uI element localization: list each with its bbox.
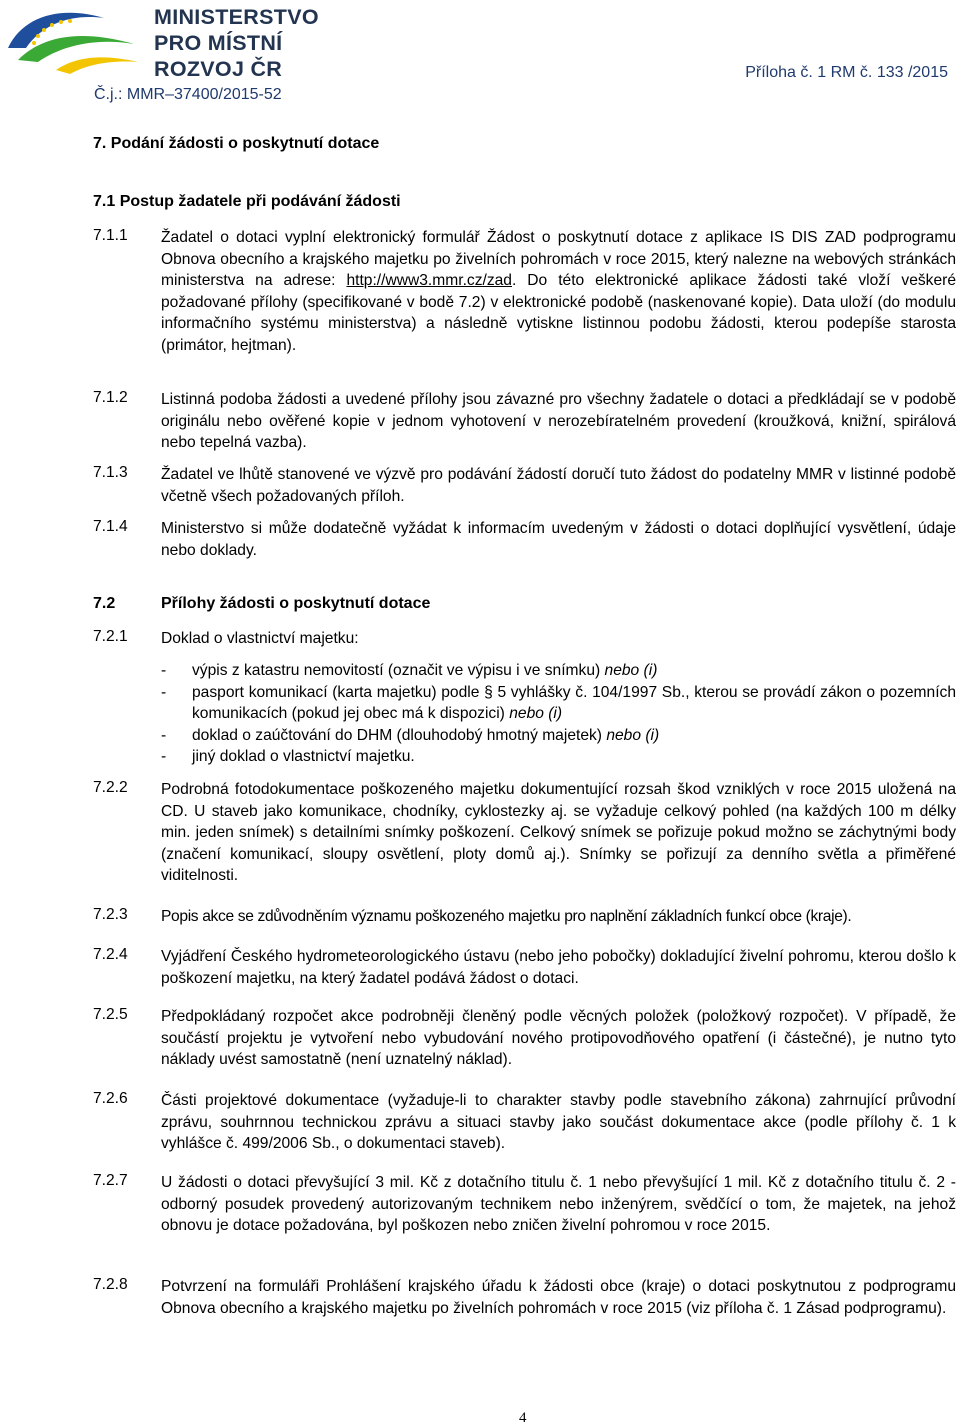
item-number: 7.1.1 (93, 227, 128, 244)
item-number: 7.2.8 (93, 1276, 128, 1293)
item-number: 7.2.5 (93, 1006, 128, 1023)
zad-link[interactable]: http://www3.mmr.cz/zad (346, 272, 512, 289)
list-item: - pasport komunikací (karta majetku) podle § 5 vyhlášky č. 104/1997 Sb., kterou se provádí zákon o pozemních komunikacích (pokud jej obec má k dispozici) nebo (i) (161, 683, 956, 722)
item-number: 7.2.4 (93, 946, 128, 963)
ministry-name (154, 4, 319, 82)
item-7-2-7-text: U žádosti o dotaci převyšující 3 mil. Kč z dotačního titulu č. 1 nebo převyšující 1 mil. Kč z dotačního titulu č. 2 - odborný posudek provedený autorizovaným technikem nebo inženýrem, svědčící o tom, že majetek, na jehož obnovu je dotace požadována, byl poškozen nebo zničen živelní pohromou v roce 2015. (161, 1174, 956, 1234)
section-7-2-number: 7.2 (93, 595, 116, 612)
list-item: - výpis z katastru nemovitostí (označit ve výpisu i ve snímku) nebo (i) (161, 662, 658, 679)
item-7-1-4-text: Ministerstvo si může dodatečně vyžádat k informacím uvedeným v žádosti o dotaci doplňující vysvětlení, údaje nebo doklady. (161, 520, 956, 559)
item-7-2-2-text: Podrobná fotodokumentace poškozeného majetku dokumentující rozsah škod vzniklých v roce 2015 uložená na CD. U staveb jako komunikace, chodníky, cyklostezky aj. se vyžaduje celkový pohled (na každých 100 m délky min. jeden snímek) s detailními snímky poškození. Celkový snímek se pořizuje pokud možno se záchytnými body (značení komunikací, sloupy osvětlení, ploty domů aj.). Snímky se pořizují za denního světla a přiměřené viditelnosti. (161, 781, 956, 884)
item-7-2-3-text: Popis akce se zdůvodněním významu poškozeného majetku pro naplnění základních funkcí obce (kraje). (161, 908, 852, 925)
ownership-documents-list (161, 660, 956, 768)
item-7-1-3-text: Žadatel ve lhůtě stanovené ve výzvě pro podávání žádostí doručí tuto žádost do podatelny MMR v listinné podobě včetně všech požadovaných příloh. (161, 466, 956, 505)
item-number: 7.1.4 (93, 518, 128, 535)
attachment-label: Příloha č. 1 RM č. 133 /2015 (745, 64, 948, 81)
ministry-name-line1: MINISTERSTVO (154, 5, 319, 29)
item-number: 7.2.6 (93, 1090, 128, 1107)
section-7-1-title: 7.1 Postup žadatele při podávání žádosti (93, 193, 401, 210)
list-item: - doklad o zaúčtování do DHM (dlouhodobý hmotný majetek) nebo (i) (161, 726, 660, 744)
item-7-2-1-text: Doklad o vlastnictví majetku: (161, 630, 359, 647)
ministry-logo (4, 4, 344, 81)
section-7-2-title: Přílohy žádosti o poskytnutí dotace (161, 595, 431, 612)
item-7-1-2-text: Listinná podoba žádosti a uvedené přílohy jsou závazné pro všechny žadatele o dotaci a předkládají se v podobě originálu nebo ověřené kopie v jednom vyhotovení v nerozebíratelném provedení (kroužková, knižní, spirálová nebo tepelná vazba). (161, 391, 956, 451)
list-item: - jiný doklad o vlastnictví majetku. (161, 748, 415, 765)
ministry-name-line3: ROZVOJ ČR (154, 57, 283, 81)
ministry-emblem-icon (4, 4, 144, 76)
item-number: 7.2.2 (93, 779, 128, 796)
ministry-name-line2: PRO MÍSTNÍ (154, 31, 283, 55)
page-number: 4 (519, 1410, 527, 1426)
item-7-2-6-text: Části projektové dokumentace (vyžaduje-li to charakter stavby podle stavebního zákona) zahrnující průvodní zprávu, souhrnnou technickou zprávu a situaci stavby jako součást dokumentace akce (podle přílohy č. 1 k vyhlášce č. 499/2006 Sb., o dokumentaci staveb). (161, 1092, 956, 1152)
item-number: 7.2.1 (93, 628, 128, 645)
item-number: 7.2.3 (93, 906, 128, 923)
item-number: 7.1.3 (93, 464, 128, 481)
item-number: 7.1.2 (93, 389, 128, 406)
item-7-2-4-text: Vyjádření Českého hydrometeorologického ústavu (nebo jeho pobočky) dokladující živelní pohromu, kterou došlo k poškození majetku, na který žadatel podává žádost o dotaci. (161, 948, 956, 987)
section-7-title: 7. Podání žádosti o poskytnutí dotace (93, 135, 380, 152)
item-number: 7.2.7 (93, 1172, 128, 1189)
item-7-2-5-text: Předpokládaný rozpočet akce podrobněji členěný podle věcných položek (položkový rozpočet). V případě, že součástí projektu je vytvoření nebo vybudování nového protipovodňového opatření (i částečné), je nutno tyto náklady uvést samostatně (není uznatelný náklad). (161, 1008, 956, 1068)
item-7-2-8-text: Potvrzení na formuláři Prohlášení krajského úřadu k žádosti obce (kraje) o dotaci poskytnutou z podprogramu Obnova obecního a krajského majetku po živelních pohromách v roce 2015 (viz příloha č. 1 Zásad podprogramu). (161, 1278, 956, 1317)
item-7-1-1-text: Žadatel o dotaci vyplní elektronický formulář Žádost o poskytnutí dotace z aplikace IS DIS ZAD podprogramu Obnova obecního a krajského majetku po živelních pohromách v roce 2015, který nalezne na webových stránkách ministerstva na adrese: http://www3.mmr.cz/zad. Do této elektronické aplikace žádosti také vloží veškeré požadované přílohy (specifikované v bodě 7.2) v elektronické podobě (naskenované kopie). Data uloží (do modulu informačního systému ministerstva) a následně vytiskne listinnou podobu žádosti, kterou podepíše starosta (primátor, hejtman). (161, 229, 957, 354)
reference-number: Č.j.: MMR–37400/2015-52 (94, 86, 282, 103)
